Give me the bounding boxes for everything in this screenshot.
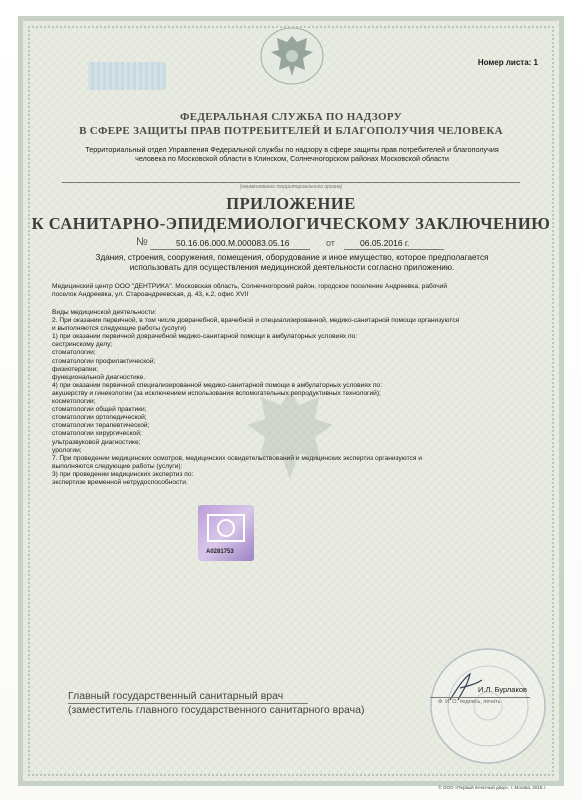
position-title: Главный государственный санитарный врач	[68, 690, 284, 702]
date-from-label: от	[326, 238, 335, 248]
agency-title-line1: ФЕДЕРАЛЬНАЯ СЛУЖБА ПО НАДЗОРУ	[179, 111, 403, 123]
activity-line: стоматологии хирургической;	[52, 430, 142, 438]
security-strip-stamp	[88, 62, 166, 90]
signatory-name: И.Л. Бурлаков	[478, 685, 527, 694]
activity-line: акушерству и гинекологии (за исключением использования вспомогательных репродуктивных технологий);	[52, 389, 381, 397]
activity-line: и выполняются следующие работы (услуги)	[52, 325, 187, 333]
authority-caption: (наименование территориального органа)	[239, 184, 343, 190]
activity-line: урологии;	[52, 446, 82, 454]
organization-line1: Медицинский центр ООО "ДЕНТРИКА". Московская область, Солнечногорский район, городское поселение Андреевка, рабочий	[52, 283, 448, 290]
organization-address	[52, 283, 532, 299]
activity-line: 4) при оказании первичной специализированной медико-санитарной помощи в амбулаторных условиях по:	[52, 381, 383, 389]
number-sign: №	[136, 236, 148, 248]
activity-line: косметологии;	[52, 398, 96, 406]
conclusion-number: 50.16.06.000.М.000083.05.16	[176, 238, 290, 248]
activity-line: Виды медицинской деятельности:	[52, 309, 157, 316]
activity-line: функциональной диагностике.	[52, 373, 146, 381]
conclusion-date: 06.05.2016 г.	[360, 238, 410, 248]
agency-title-line2: В СФЕРЕ ЗАЩИТЫ ПРАВ ПОТРЕБИТЕЛЕЙ И БЛАГОПОЛУЧИЯ ЧЕЛОВЕКА	[79, 125, 503, 137]
underline-signature	[430, 697, 530, 698]
underline-authority	[62, 182, 520, 183]
activity-line: физиотерапии;	[52, 365, 99, 373]
annex-title-line2: К САНИТАРНО-ЭПИДЕМИОЛОГИЧЕСКОМУ ЗАКЛЮЧЕНИЮ	[31, 214, 551, 233]
activity-line: стоматологии;	[52, 349, 96, 357]
activity-line: ультразвуковой диагностике;	[52, 438, 141, 446]
official-round-seal	[428, 646, 548, 766]
activity-line: стоматологии общей практики;	[52, 406, 147, 414]
activity-line: стоматологии терапевтической;	[52, 422, 150, 430]
hologram-serial: А0281753	[206, 549, 234, 555]
underline-number	[150, 249, 310, 250]
position-subtitle: (заместитель главного государственного санитарного врача)	[68, 704, 365, 716]
activity-line: экспертизе временной нетрудоспособности.	[52, 478, 188, 486]
activity-line: выполняются следующие работы (услуги):	[52, 462, 183, 470]
organization-line2: поселок Андреевка, ул. Староандреевская, д. 43, к.2, офис XVII	[52, 291, 249, 299]
activity-line: стоматологии профилактической;	[52, 357, 156, 365]
activity-line: 2. При оказании первичной, в том числе доврачебной, врачебной и специализированной, медико-санитарной помощи организуются	[52, 317, 460, 325]
activity-line: сестринскому делу;	[52, 341, 113, 349]
signature-caption: Ф. И. О. подпись, печать	[438, 699, 501, 705]
sheet-number: Номер листа: 1	[477, 58, 538, 67]
territorial-office-line1: Территориальный отдел Управления Федеральной службы по надзору в сфере защиты прав потребителей и благополучия	[85, 145, 499, 154]
description-line1: Здания, строения, сооружения, помещения, оборудование и иное имущество, которое предполагается	[95, 253, 489, 262]
activity-line: 3) при проведении медицинских экспертиз по:	[52, 470, 194, 478]
printer-footer: © ООО «Первый печатный двор», г. Москва, 2015 г.	[438, 785, 546, 790]
territorial-office-line2: человека по Московской области в Клинском, Солнечногорском районах Московской области	[135, 154, 449, 163]
activity-line: 1) при оказании первичной доврачебной медико-санитарной помощи в амбулаторных условиях по:	[52, 333, 358, 341]
coat-of-arms-emblem	[259, 26, 325, 86]
annex-title-line1: ПРИЛОЖЕНИЕ	[226, 194, 356, 213]
description-line2: использовать для осуществления медицинской деятельности согласно приложению.	[129, 263, 455, 272]
activity-line: 7. При проведении медицинских осмотров, медицинских освидетельствований и медицинских экспертиз организуются и	[52, 454, 422, 462]
underline-date	[344, 249, 444, 250]
activity-line: стоматологии ортопедической;	[52, 414, 147, 422]
activities-list	[52, 309, 532, 487]
